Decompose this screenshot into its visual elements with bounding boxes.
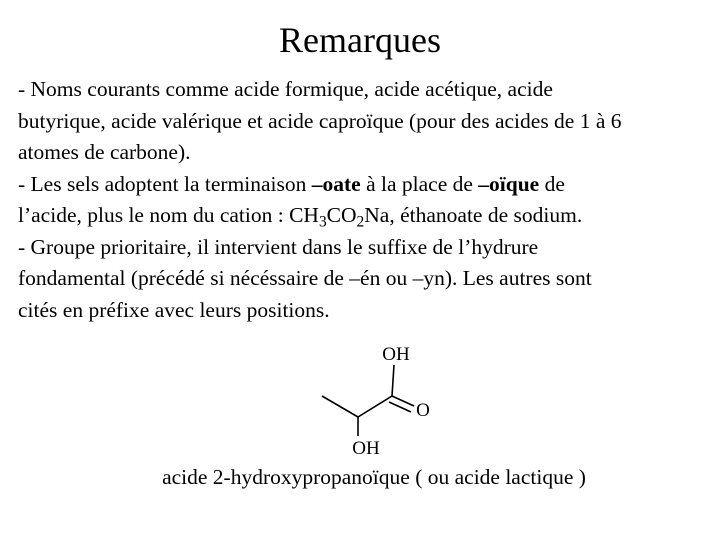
text-line: fondamental (précédé si nécéssaire de –én ou –yn). Les autres sont — [18, 266, 592, 290]
molecule-caption: acide 2-hydroxypropanoïque ( ou acide lactique ) — [162, 465, 586, 489]
text-segment: Na, éthanoate de sodium. — [364, 203, 583, 227]
text-line — [18, 169, 708, 201]
subscript: 3 — [318, 213, 327, 231]
bold-suffix-oique: –oïque — [478, 171, 540, 196]
text-line: cités en préfixe avec leurs positions. — [18, 297, 330, 322]
text-segment: l’acide, plus le nom du cation : CH — [18, 203, 319, 227]
text-segment: - Les sels adoptent la terminaison — [18, 171, 312, 196]
text-segment: à la place de — [360, 171, 479, 196]
label-top-oh: OH — [382, 344, 410, 365]
text-line — [18, 200, 708, 232]
text-line: - Noms courants comme acide formique, acide acétique, acide — [18, 77, 553, 101]
label-carbonyl-o: O — [416, 400, 430, 421]
subscript: 2 — [356, 213, 365, 231]
text-line: - Groupe prioritaire, il intervient dans le suffixe de l’hydrure — [18, 234, 539, 259]
text-line: butyrique, acide valérique et acide caproïque (pour des acides de 1 à 6 — [18, 108, 622, 133]
text-segment: CO — [326, 203, 357, 227]
text-segment: de — [539, 171, 565, 196]
text-line: atomes de carbone). — [18, 140, 191, 164]
remarks-text — [18, 74, 708, 326]
page-title: Remarques — [279, 20, 441, 60]
bond-c3-c2 — [322, 396, 358, 417]
bond-c2-c1 — [358, 396, 392, 417]
molecule-bonds — [322, 365, 414, 436]
lactic-acid-structure — [300, 338, 460, 464]
bold-suffix-oate: –oate — [311, 171, 361, 196]
label-bottom-oh: OH — [352, 438, 380, 459]
bond-c1-oh — [392, 365, 394, 396]
